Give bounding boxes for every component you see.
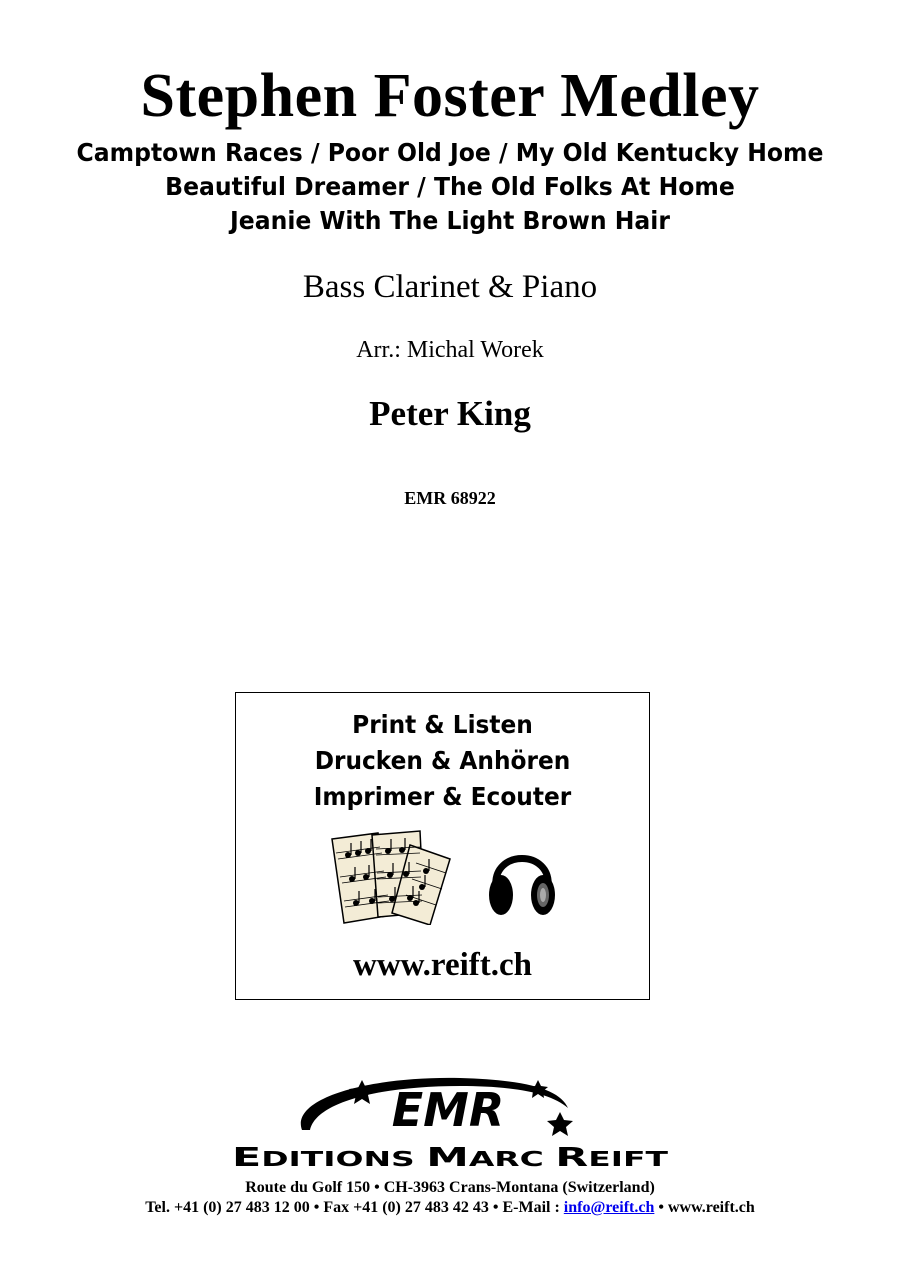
- sheet-music-icon: [326, 829, 456, 925]
- arranger: Arr.: Michal Worek: [356, 337, 544, 363]
- page-title: Stephen Foster Medley: [140, 62, 760, 130]
- composer: Peter King: [369, 394, 531, 433]
- promo-line: Imprimer & Ecouter: [313, 782, 572, 811]
- promo-line: Drucken & Anhören: [314, 746, 571, 775]
- publisher-address: Route du Golf 150 • CH-3963 Crans-Montana (Switzerland): [245, 1179, 655, 1196]
- email-link[interactable]: info@reift.ch: [563, 1199, 655, 1216]
- promo-lines: [236, 707, 649, 815]
- logo-mark-text: EMR: [391, 1083, 505, 1137]
- publisher-name: E DITIONS M ARC R EIFT: [232, 1143, 637, 1172]
- promo-url: www.reift.ch: [352, 947, 533, 983]
- publisher-logo: [230, 1068, 670, 1172]
- song-line: Camptown Races / Poor Old Joe / My Old Kentucky Home: [76, 138, 824, 167]
- song-list: [0, 136, 900, 238]
- song-line: Jeanie With The Light Brown Hair: [230, 206, 670, 235]
- promo-line: Print & Listen: [352, 710, 533, 739]
- print-listen-box: [235, 692, 650, 1000]
- publisher-contact: [0, 1198, 900, 1218]
- contact-suffix: • www.reift.ch: [654, 1199, 755, 1216]
- headphones-icon: [486, 835, 558, 919]
- catalog-number: EMR 68922: [404, 488, 496, 508]
- instrumentation: Bass Clarinet & Piano: [302, 269, 598, 305]
- contact-prefix: Tel. +41 (0) 27 483 12 00 • Fax +41 (0) 27 483 42 43 • E-Mail :: [145, 1199, 564, 1216]
- song-line: Beautiful Dreamer / The Old Folks At Home: [165, 172, 735, 201]
